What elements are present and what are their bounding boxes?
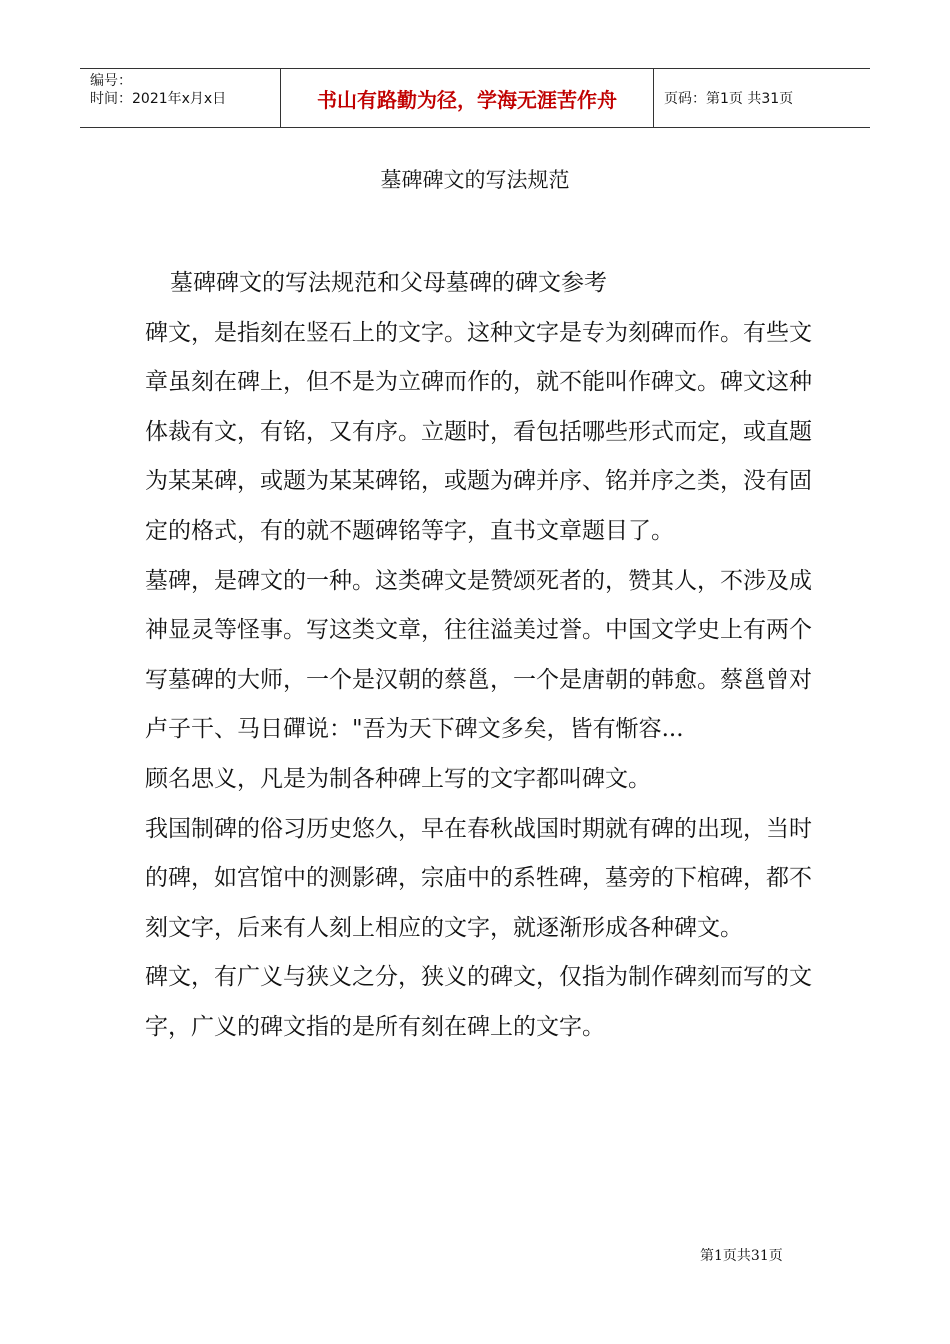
paragraph: 碑文，有广义与狭义之分，狭义的碑文，仅指为制作碑刻而写的文字，广义的碑文指的是所有刻在碑上的文字。: [145, 964, 812, 1040]
header-motto: 书山有路勤为径，学海无涯苦作舟: [281, 69, 654, 127]
paragraph: 顾名思义，凡是为制各种碑上写的文字都叫碑文。: [145, 765, 651, 792]
document-body: [145, 259, 825, 1053]
document-subtitle: 墓碑碑文的写法规范和父母墓碑的碑文参考: [170, 270, 607, 296]
header-meta-cell: [80, 69, 281, 127]
paragraph: 我国制碑的俗习历史悠久，早在春秋战国时期就有碑的出现，当时的碑，如宫馆中的测影碑，宗庙中的系牲碑，墓旁的下棺碑，都不刻文字，后来有人刻上相应的文字，就逐渐形成各种碑文。: [145, 815, 812, 941]
header-page-info: 页码：第1页 共31页: [664, 91, 794, 107]
document-title: 墓碑碑文的写法规范: [380, 168, 570, 192]
paragraph: 墓碑，是碑文的一种。这类碑文是赞颂死者的，赞其人，不涉及成神显灵等怪事。写这类文章，往往溢美过誉。中国文学史上有两个写墓碑的大师，一个是汉朝的蔡邕，一个是唐朝的韩愈。蔡邕曾对卢子干、马日磾说："吾为天下碑文多矣，皆有惭容...: [145, 567, 812, 743]
paragraph: 碑文，是指刻在竖石上的文字。这种文字是专为刻碑而作。有些文章虽刻在碑上，但不是为立碑而作的，就不能叫作碑文。碑文这种体裁有文，有铭，又有序。立题时，看包括哪些形式而定，或直题为某某碑，或题为某某碑铭，或题为碑并序、铭并序之类，没有固定的格式，有的就不题碑铭等字，直书文章题目了。: [145, 319, 812, 544]
time-label: 时间：2021年x月x日: [90, 91, 227, 107]
page-footer: 第1页共31页: [700, 1248, 783, 1264]
header-table: [80, 68, 870, 128]
number-label: 编号：: [90, 73, 132, 89]
